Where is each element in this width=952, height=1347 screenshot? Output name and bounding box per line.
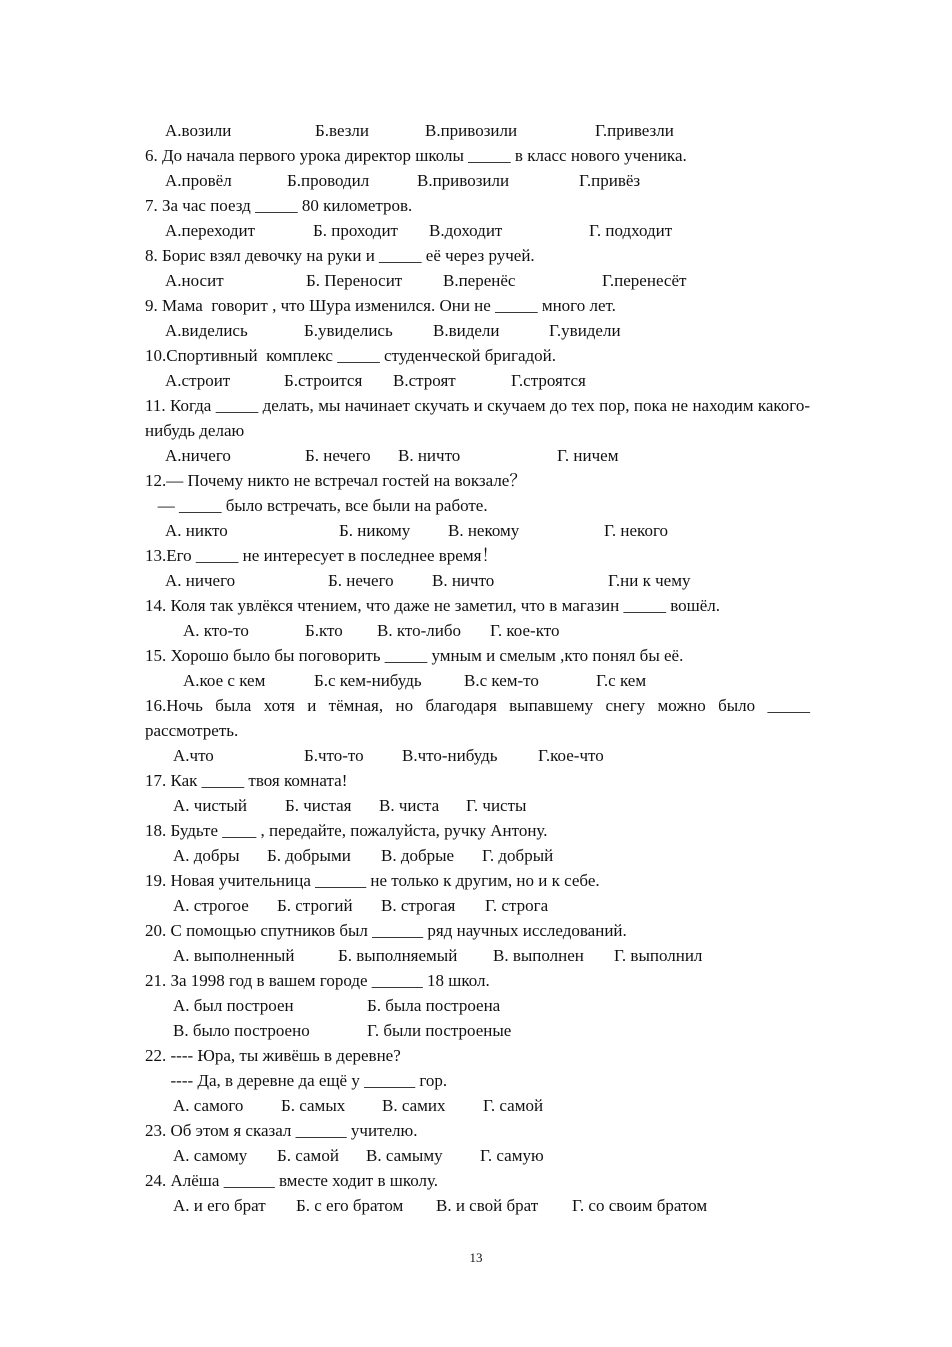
answer-option: А.ничего (165, 446, 231, 465)
question-text: 8. Борис взял девочку на руки и _____ её через ручей. (145, 246, 535, 265)
answer-option: Б. с его братом (296, 1196, 404, 1215)
question-text: 20. С помощью спутников был ______ ряд научных исследований. (145, 921, 627, 940)
answer-option: Г. самую (480, 1146, 544, 1165)
answer-option: Г.привезли (595, 121, 674, 140)
answer-option: Г. со своим братом (572, 1196, 708, 1215)
question-text: 16.Ночь была хотя и тёмная, но благодаря выпавшему снегу можно было _____ рассмотреть. (145, 696, 810, 740)
question-text: 11. Когда _____ делать, мы начинает скучать и скучаем до тех пор, пока не находим какого-нибудь делаю (145, 396, 810, 440)
answer-option: В. кто-либо (377, 621, 461, 640)
answer-option: В.с кем-то (464, 671, 539, 690)
answer-option: Г.кое-что (538, 746, 604, 765)
answer-option: В. ничто (398, 446, 461, 465)
answer-option: В. и свой брат (436, 1196, 539, 1215)
answer-option: А.строит (165, 371, 231, 390)
answer-options-row (145, 1193, 810, 1218)
answer-option: А.провёл (165, 171, 232, 190)
answer-options-row (145, 618, 810, 643)
answer-options-row (145, 168, 810, 193)
answer-option: В.привозили (425, 121, 518, 140)
answer-option: В. ничто (432, 571, 495, 590)
answer-options-row (145, 118, 810, 143)
answer-options-row (145, 443, 810, 468)
answer-options-row (145, 518, 810, 543)
answer-option: Б.увиделись (304, 321, 393, 340)
answer-options-row (145, 993, 810, 1018)
answer-option: А. выполненный (173, 946, 295, 965)
answer-options-row (145, 743, 810, 768)
answer-options-row (145, 218, 810, 243)
answer-option: А. ничего (165, 571, 236, 590)
answer-options-row (145, 318, 810, 343)
answer-option: В. самыму (366, 1146, 443, 1165)
answer-option: Г.с кем (596, 671, 647, 690)
answer-option: В. выполнен (493, 946, 584, 965)
question-text: — _____ было встречать, все были на работе. (145, 496, 488, 515)
answer-option: А. был построен (173, 996, 294, 1015)
answer-option: А.носит (165, 271, 224, 290)
answer-option: А. самого (173, 1096, 244, 1115)
answer-option: А. чистый (173, 796, 247, 815)
answer-option: Г. добрый (482, 846, 554, 865)
answer-option: А.что (173, 746, 214, 765)
question-text: 9. Мама говорит , что Шура изменился. Они не _____ много лет. (145, 296, 616, 315)
answer-option: Г.строятся (511, 371, 586, 390)
answer-option: Б.везли (315, 121, 369, 140)
answer-options-row (145, 568, 810, 593)
answer-option: Б. проходит (313, 221, 398, 240)
answer-options-row (145, 893, 810, 918)
question-text: 6. До начала первого урока директор школы _____ в класс нового ученика. (145, 146, 687, 165)
answer-option: Б. Переносит (306, 271, 403, 290)
question-text: 10.Спортивный комплекс _____ студенческой бригадой. (145, 346, 557, 365)
answer-option: В.привозили (417, 171, 510, 190)
answer-option: А. добры (173, 846, 240, 865)
answer-option: Б. нечего (305, 446, 371, 465)
answer-option: Б.строится (284, 371, 363, 390)
answer-options-row (145, 668, 810, 693)
answer-option: Б.что-то (304, 746, 364, 765)
answer-option: А. строгое (173, 896, 249, 915)
answer-option: А. кто-то (183, 621, 249, 640)
answer-option: А.кое с кем (183, 671, 266, 690)
answer-option: Г. некого (604, 521, 668, 540)
question-text: 13.Его _____ не интересует в последнее время！ (145, 546, 499, 565)
answer-option: Г.перенесёт (602, 271, 687, 290)
question-text: 17. Как _____ твоя комната! (145, 771, 348, 790)
question-text: 19. Новая учительница ______ не только к другим, но и к себе. (145, 871, 600, 890)
answer-option: Г. самой (483, 1096, 544, 1115)
answer-option: В.перенёс (443, 271, 516, 290)
answer-option: Б.проводил (287, 171, 370, 190)
answer-option: Б.с кем-нибудь (314, 671, 422, 690)
answer-options-row (145, 1143, 810, 1168)
answer-option: Г.увидели (549, 321, 621, 340)
answer-option: Г.ни к чему (608, 571, 691, 590)
answer-option: Б. добрыми (267, 846, 351, 865)
answer-option: Б. никому (339, 521, 411, 540)
question-text: 23. Об этом я сказал ______ учителю. (145, 1121, 418, 1140)
answer-option: Г.привёз (579, 171, 641, 190)
answer-options-row (145, 368, 810, 393)
question-text: 14. Коля так увлёкся чтением, что даже не заметил, что в магазин _____ вошёл. (145, 596, 720, 615)
answer-option: Г. чисты (466, 796, 527, 815)
answer-option: Б. была построена (367, 996, 501, 1015)
question-text: 15. Хорошо было бы поговорить _____ умным и смелым ,кто понял бы её. (145, 646, 684, 665)
answer-option: В. самих (382, 1096, 446, 1115)
answer-option: Г. подходит (589, 221, 673, 240)
answer-options-row (145, 843, 810, 868)
answer-option: Б. нечего (328, 571, 394, 590)
question-text: ---- Да, в деревне да ещё у ______ гор. (145, 1071, 448, 1090)
answer-option: Г. ничем (557, 446, 619, 465)
answer-option: Г. кое-кто (490, 621, 560, 640)
answer-options-row (145, 268, 810, 293)
answer-option: Г. строга (485, 896, 549, 915)
answer-option: В.что-нибудь (402, 746, 498, 765)
answer-option: Б. чистая (285, 796, 352, 815)
answer-option: Б. строгий (277, 896, 353, 915)
answer-option: А. никто (165, 521, 228, 540)
answer-option: Г. были построеные (367, 1021, 512, 1040)
question-text: 22. ---- Юра, ты живёшь в деревне? (145, 1046, 401, 1065)
answer-options-row (145, 1093, 810, 1118)
exam-content (145, 118, 810, 1218)
answer-option: В.строят (393, 371, 456, 390)
answer-option: Б. выполняемый (338, 946, 458, 965)
answer-option: Б.кто (305, 621, 343, 640)
question-text: 7. За час поезд _____ 80 километров. (145, 196, 413, 215)
answer-option: В.доходит (429, 221, 503, 240)
answer-options-row (145, 943, 810, 968)
answer-option: В. чиста (379, 796, 440, 815)
answer-options-row (145, 793, 810, 818)
answer-option: В. строгая (381, 896, 456, 915)
answer-option: А.переходит (165, 221, 256, 240)
question-text: 24. Алёша ______ вместе ходит в школу. (145, 1171, 439, 1190)
answer-option: А.виделись (165, 321, 248, 340)
question-text: 12.— Почему никто не встречал гостей на вокзале？ (145, 471, 527, 490)
answer-option: А. самому (173, 1146, 248, 1165)
answer-option: В. некому (448, 521, 520, 540)
answer-option: А.возили (165, 121, 232, 140)
answer-option: Г. выполнил (614, 946, 703, 965)
question-text: 21. За 1998 год в вашем городе ______ 18 школ. (145, 971, 490, 990)
answer-option: Б. самой (277, 1146, 339, 1165)
answer-options-row (145, 1018, 810, 1043)
answer-option: В.видели (433, 321, 500, 340)
answer-option: А. и его брат (173, 1196, 266, 1215)
answer-option: Б. самых (281, 1096, 346, 1115)
page-number: 13 (469, 1250, 483, 1265)
answer-option: В. было построено (173, 1021, 310, 1040)
answer-option: В. добрые (381, 846, 455, 865)
question-text: 18. Будьте ____ , передайте, пожалуйста, ручку Антону. (145, 821, 548, 840)
